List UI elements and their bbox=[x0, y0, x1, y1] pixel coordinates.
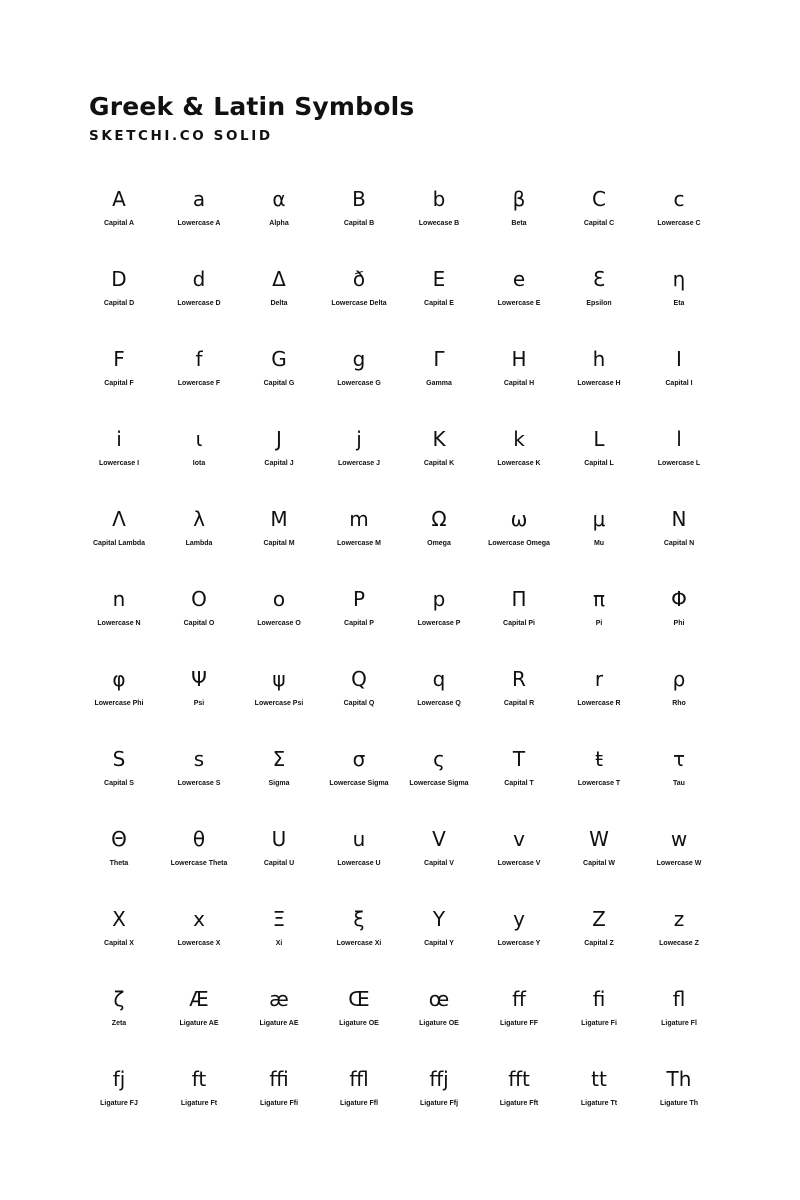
symbol-cell bbox=[319, 903, 399, 983]
symbol-glyph: fj bbox=[112, 1067, 126, 1091]
symbol-cell bbox=[159, 183, 239, 263]
symbol-label: Capital W bbox=[583, 860, 615, 867]
symbol-cell bbox=[159, 1063, 239, 1143]
symbol-glyph: ψ bbox=[272, 667, 286, 691]
symbol-glyph: β bbox=[512, 187, 526, 211]
symbol-cell bbox=[319, 823, 399, 903]
symbol-cell bbox=[79, 423, 159, 503]
symbol-label: Ligature OE bbox=[419, 1020, 459, 1027]
symbol-cell bbox=[559, 423, 639, 503]
symbol-label: Ligature Ffl bbox=[339, 1100, 379, 1107]
symbol-label: Lowercase Q bbox=[417, 700, 461, 707]
symbol-label: Lowercase Y bbox=[497, 940, 541, 947]
symbol-glyph: Σ bbox=[272, 747, 286, 771]
symbol-glyph: o bbox=[272, 587, 286, 611]
symbol-cell bbox=[319, 183, 399, 263]
symbol-glyph: i bbox=[116, 427, 122, 451]
symbol-glyph: U bbox=[271, 827, 287, 851]
symbol-cell bbox=[319, 503, 399, 583]
symbol-glyph: x bbox=[193, 907, 205, 931]
symbol-label: Lowercase P bbox=[417, 620, 461, 627]
symbol-label: Lowercase H bbox=[577, 380, 621, 387]
symbol-cell bbox=[239, 423, 319, 503]
symbol-label: Capital U bbox=[263, 860, 295, 867]
symbol-cell bbox=[319, 343, 399, 423]
symbol-cell bbox=[79, 823, 159, 903]
symbol-cell bbox=[239, 1063, 319, 1143]
symbol-cell bbox=[479, 423, 559, 503]
symbol-cell bbox=[159, 343, 239, 423]
symbol-glyph: y bbox=[513, 907, 525, 931]
symbol-label: Capital Lambda bbox=[92, 540, 146, 547]
symbol-cell bbox=[319, 1063, 399, 1143]
symbol-label: Capital N bbox=[663, 540, 695, 547]
symbol-glyph: ﬃ bbox=[269, 1067, 289, 1091]
symbol-glyph: b bbox=[432, 187, 446, 211]
symbol-glyph: ﬁ bbox=[592, 987, 606, 1011]
symbol-label: Ligature Ft bbox=[180, 1100, 218, 1107]
symbol-label: Lowercase Psi bbox=[254, 700, 304, 707]
symbol-label: Pi bbox=[595, 620, 603, 627]
symbol-glyph: a bbox=[192, 187, 206, 211]
symbol-label: Lowecase B bbox=[418, 220, 460, 227]
symbol-label: Lowercase S bbox=[177, 780, 221, 787]
symbol-glyph: ffj bbox=[429, 1067, 449, 1091]
symbol-label: Lowercase Delta bbox=[331, 300, 387, 307]
symbol-glyph: X bbox=[112, 907, 126, 931]
symbol-cell bbox=[559, 663, 639, 743]
symbol-glyph: d bbox=[192, 267, 206, 291]
symbol-glyph: M bbox=[270, 507, 288, 531]
symbol-glyph: Γ bbox=[433, 347, 445, 371]
symbol-cell bbox=[159, 903, 239, 983]
symbol-cell bbox=[159, 823, 239, 903]
symbol-label: Capital E bbox=[424, 300, 454, 307]
symbol-glyph: L bbox=[593, 427, 605, 451]
symbol-label: Lambda bbox=[185, 540, 213, 547]
symbol-label: Capital T bbox=[504, 780, 534, 787]
symbol-cell bbox=[159, 663, 239, 743]
symbol-label: Lowercase Phi bbox=[94, 700, 144, 707]
symbol-cell bbox=[399, 663, 479, 743]
symbol-label: Omega bbox=[427, 540, 451, 547]
symbol-glyph: μ bbox=[592, 507, 606, 531]
symbol-cell bbox=[79, 263, 159, 343]
symbol-label: Capital Pi bbox=[503, 620, 535, 627]
symbol-cell bbox=[239, 983, 319, 1063]
symbol-cell bbox=[639, 343, 719, 423]
symbol-cell bbox=[239, 823, 319, 903]
symbol-glyph: G bbox=[271, 347, 287, 371]
symbol-glyph: fft bbox=[508, 1067, 530, 1091]
symbol-cell bbox=[399, 263, 479, 343]
symbol-glyph: W bbox=[589, 827, 609, 851]
symbol-label: Lowercase R bbox=[577, 700, 621, 707]
symbol-label: Lowercase Omega bbox=[488, 540, 550, 547]
symbol-label: Capital O bbox=[183, 620, 215, 627]
symbol-cell bbox=[639, 663, 719, 743]
symbol-cell bbox=[159, 263, 239, 343]
symbol-cell bbox=[399, 583, 479, 663]
symbol-cell bbox=[479, 263, 559, 343]
symbol-label: Ligature Tt bbox=[580, 1100, 618, 1107]
symbol-label: Tau bbox=[673, 780, 685, 787]
symbol-glyph: Y bbox=[432, 907, 446, 931]
symbol-label: Ligature Fi bbox=[581, 1020, 617, 1027]
symbol-glyph: S bbox=[112, 747, 126, 771]
symbol-label: Psi bbox=[193, 700, 205, 707]
symbol-label: Beta bbox=[511, 220, 527, 227]
symbol-cell bbox=[399, 503, 479, 583]
symbol-cell bbox=[239, 663, 319, 743]
symbol-glyph: Δ bbox=[272, 267, 286, 291]
symbol-glyph: s bbox=[193, 747, 205, 771]
symbol-glyph: Z bbox=[592, 907, 606, 931]
symbol-glyph: λ bbox=[193, 507, 205, 531]
symbol-glyph: ζ bbox=[113, 987, 125, 1011]
symbol-glyph: Ɛ bbox=[592, 267, 606, 291]
symbol-label: Capital S bbox=[104, 780, 134, 787]
symbol-cell bbox=[559, 263, 639, 343]
symbol-cell bbox=[559, 583, 639, 663]
symbol-cell bbox=[639, 423, 719, 503]
symbol-cell bbox=[79, 1063, 159, 1143]
symbol-cell bbox=[79, 663, 159, 743]
symbol-glyph: Π bbox=[511, 587, 527, 611]
symbol-cell bbox=[239, 343, 319, 423]
symbol-glyph: ς bbox=[433, 747, 445, 771]
symbol-cell bbox=[479, 503, 559, 583]
symbol-label: Lowercase J bbox=[337, 460, 381, 467]
symbol-cell bbox=[639, 583, 719, 663]
page-subtitle: SKETCHI.CO SOLID bbox=[89, 128, 273, 144]
symbol-glyph: J bbox=[276, 427, 282, 451]
symbol-glyph: ξ bbox=[353, 907, 365, 931]
symbol-cell bbox=[479, 663, 559, 743]
symbol-glyph: η bbox=[672, 267, 686, 291]
symbol-glyph: E bbox=[432, 267, 446, 291]
symbol-cell bbox=[479, 983, 559, 1063]
symbol-label: Lowercase X bbox=[177, 940, 221, 947]
symbol-label: Capital M bbox=[263, 540, 295, 547]
symbol-glyph: p bbox=[432, 587, 446, 611]
symbol-glyph: Ω bbox=[431, 507, 447, 531]
symbol-glyph: r bbox=[594, 667, 604, 691]
symbol-label: Lowercase E bbox=[497, 300, 541, 307]
symbol-glyph: q bbox=[432, 667, 446, 691]
symbol-glyph: g bbox=[352, 347, 366, 371]
symbol-label: Capital X bbox=[104, 940, 134, 947]
symbol-glyph: R bbox=[512, 667, 526, 691]
symbol-label: Lowercase I bbox=[98, 460, 140, 467]
symbol-label: Eta bbox=[673, 300, 685, 307]
symbol-cell bbox=[479, 183, 559, 263]
symbol-cell bbox=[559, 983, 639, 1063]
symbol-glyph: α bbox=[272, 187, 286, 211]
symbol-cell bbox=[319, 743, 399, 823]
symbol-cell bbox=[399, 823, 479, 903]
symbol-label: Capital J bbox=[264, 460, 294, 467]
symbol-cell bbox=[319, 423, 399, 503]
symbol-glyph: n bbox=[112, 587, 126, 611]
symbol-glyph: Æ bbox=[189, 987, 209, 1011]
symbol-label: Lowercase L bbox=[657, 460, 701, 467]
symbol-label: Capital H bbox=[503, 380, 535, 387]
symbol-cell bbox=[79, 743, 159, 823]
symbol-label: Lowercase A bbox=[177, 220, 221, 227]
symbol-label: Zeta bbox=[111, 1020, 127, 1027]
symbol-glyph: ð bbox=[352, 267, 366, 291]
symbol-cell bbox=[239, 743, 319, 823]
symbol-glyph: ι bbox=[195, 427, 203, 451]
symbol-cell bbox=[159, 743, 239, 823]
symbol-label: Capital Y bbox=[424, 940, 454, 947]
symbol-cell bbox=[639, 983, 719, 1063]
symbol-label: Capital Q bbox=[343, 700, 375, 707]
symbol-glyph: l bbox=[676, 427, 682, 451]
symbol-cell bbox=[399, 743, 479, 823]
symbol-label: Lowercase K bbox=[497, 460, 541, 467]
symbol-label: Lowercase W bbox=[656, 860, 702, 867]
symbol-cell bbox=[159, 583, 239, 663]
symbol-glyph: ρ bbox=[672, 667, 686, 691]
symbol-label: Capital B bbox=[343, 220, 375, 227]
symbol-cell bbox=[79, 903, 159, 983]
symbol-cell bbox=[639, 823, 719, 903]
symbol-glyph: ﬀ bbox=[512, 987, 526, 1011]
symbol-glyph: D bbox=[111, 267, 127, 291]
symbol-cell bbox=[479, 343, 559, 423]
symbol-cell bbox=[479, 743, 559, 823]
symbol-cell bbox=[399, 423, 479, 503]
symbol-cell bbox=[239, 503, 319, 583]
symbol-label: Capital G bbox=[263, 380, 295, 387]
symbol-cell bbox=[559, 503, 639, 583]
symbol-label: Lowercase D bbox=[177, 300, 221, 307]
symbol-label: Capital K bbox=[423, 460, 455, 467]
symbol-cell bbox=[239, 583, 319, 663]
symbol-label: Rho bbox=[672, 700, 686, 707]
symbol-glyph: f bbox=[195, 347, 203, 371]
symbol-glyph: ω bbox=[510, 507, 528, 531]
symbol-cell bbox=[79, 503, 159, 583]
symbol-cell bbox=[79, 183, 159, 263]
symbol-label: Delta bbox=[270, 300, 288, 307]
symbol-cell bbox=[399, 343, 479, 423]
symbol-cell bbox=[559, 183, 639, 263]
symbol-cell bbox=[159, 983, 239, 1063]
symbol-label: Xi bbox=[275, 940, 283, 947]
symbol-glyph: Φ bbox=[671, 587, 687, 611]
symbol-label: Capital F bbox=[104, 380, 134, 387]
symbol-label: Capital D bbox=[103, 300, 135, 307]
page-title: Greek & Latin Symbols bbox=[89, 92, 415, 121]
symbol-cell bbox=[639, 903, 719, 983]
symbol-label: Capital A bbox=[103, 220, 135, 227]
symbol-glyph: z bbox=[673, 907, 685, 931]
symbol-glyph: H bbox=[511, 347, 527, 371]
symbol-glyph: P bbox=[352, 587, 366, 611]
symbol-label: Lowecase Z bbox=[659, 940, 699, 947]
symbol-label: Sigma bbox=[268, 780, 290, 787]
symbol-glyph: ﬄ bbox=[349, 1067, 369, 1091]
symbol-glyph: N bbox=[671, 507, 687, 531]
symbol-label: Lowercase Theta bbox=[170, 860, 228, 867]
symbol-label: Phi bbox=[673, 620, 685, 627]
symbol-label: Lowercase Sigma bbox=[329, 780, 389, 787]
symbol-glyph: φ bbox=[112, 667, 126, 691]
symbol-label: Ligature Ffj bbox=[419, 1100, 459, 1107]
symbol-label: Lowercase N bbox=[97, 620, 141, 627]
symbol-label: Lowercase Sigma bbox=[409, 780, 469, 787]
symbol-cell bbox=[319, 983, 399, 1063]
symbol-label: Lowercase O bbox=[257, 620, 301, 627]
symbol-glyph: Th bbox=[666, 1067, 692, 1091]
symbol-glyph: ŧ bbox=[595, 747, 603, 771]
symbol-cell bbox=[159, 423, 239, 503]
symbol-cell bbox=[159, 503, 239, 583]
symbol-label: Lowercase F bbox=[177, 380, 221, 387]
symbol-glyph: Λ bbox=[112, 507, 126, 531]
symbol-cell bbox=[559, 343, 639, 423]
symbol-label: Ligature AE bbox=[179, 1020, 219, 1027]
symbol-label: Gamma bbox=[426, 380, 452, 387]
symbol-label: Ligature OE bbox=[339, 1020, 379, 1027]
symbol-glyph: œ bbox=[428, 987, 450, 1011]
symbol-label: Epsilon bbox=[586, 300, 612, 307]
symbol-glyph: ﬂ bbox=[672, 987, 686, 1011]
symbol-cell bbox=[559, 903, 639, 983]
symbol-glyph: σ bbox=[352, 747, 366, 771]
symbol-cell bbox=[79, 583, 159, 663]
symbol-glyph: c bbox=[673, 187, 685, 211]
symbol-cell bbox=[319, 583, 399, 663]
symbol-cell bbox=[559, 743, 639, 823]
symbol-cell bbox=[479, 583, 559, 663]
symbol-glyph: T bbox=[512, 747, 526, 771]
symbol-glyph: θ bbox=[192, 827, 206, 851]
symbol-glyph: Œ bbox=[348, 987, 370, 1011]
symbol-label: Lowercase C bbox=[657, 220, 701, 227]
symbol-cell bbox=[479, 903, 559, 983]
symbol-label: Lowercase U bbox=[337, 860, 381, 867]
symbol-grid bbox=[79, 183, 719, 1143]
symbol-cell bbox=[319, 263, 399, 343]
symbol-glyph: m bbox=[349, 507, 369, 531]
symbol-label: Ligature Fl bbox=[661, 1020, 697, 1027]
symbol-label: Ligature AE bbox=[259, 1020, 299, 1027]
symbol-label: Capital Z bbox=[584, 940, 614, 947]
symbol-glyph: æ bbox=[269, 987, 289, 1011]
symbol-cell bbox=[639, 503, 719, 583]
symbol-glyph: K bbox=[432, 427, 446, 451]
symbol-cell bbox=[639, 263, 719, 343]
symbol-label: Capital R bbox=[503, 700, 535, 707]
symbol-glyph: O bbox=[191, 587, 207, 611]
symbol-glyph: I bbox=[676, 347, 682, 371]
symbol-label: Lowercase G bbox=[337, 380, 381, 387]
symbol-cell bbox=[239, 183, 319, 263]
symbol-glyph: V bbox=[432, 827, 446, 851]
symbol-label: Theta bbox=[109, 860, 129, 867]
symbol-cell bbox=[399, 983, 479, 1063]
symbol-cell bbox=[319, 663, 399, 743]
symbol-glyph: u bbox=[352, 827, 366, 851]
symbol-glyph: π bbox=[592, 587, 606, 611]
symbol-cell bbox=[79, 983, 159, 1063]
symbol-label: Lowercase V bbox=[497, 860, 541, 867]
symbol-glyph: Q bbox=[351, 667, 367, 691]
symbol-glyph: h bbox=[592, 347, 606, 371]
symbol-label: Ligature Th bbox=[659, 1100, 699, 1107]
symbol-label: Mu bbox=[593, 540, 605, 547]
symbol-label: Capital C bbox=[583, 220, 615, 227]
symbol-cell bbox=[639, 743, 719, 823]
symbol-cell bbox=[399, 1063, 479, 1143]
symbol-glyph: e bbox=[512, 267, 526, 291]
symbol-glyph: j bbox=[356, 427, 362, 451]
symbol-cell bbox=[559, 823, 639, 903]
symbol-label: Capital P bbox=[344, 620, 374, 627]
symbol-glyph: tt bbox=[591, 1067, 607, 1091]
symbol-cell bbox=[79, 343, 159, 423]
symbol-cell bbox=[559, 1063, 639, 1143]
symbol-glyph: F bbox=[113, 347, 125, 371]
symbol-glyph: τ bbox=[672, 747, 686, 771]
symbol-label: Capital L bbox=[584, 460, 614, 467]
symbol-label: Lowercase T bbox=[577, 780, 621, 787]
symbol-cell bbox=[639, 183, 719, 263]
symbol-label: Lowercase M bbox=[337, 540, 381, 547]
symbol-glyph: k bbox=[513, 427, 525, 451]
symbol-cell bbox=[639, 1063, 719, 1143]
symbol-cell bbox=[399, 903, 479, 983]
symbol-glyph: Θ bbox=[111, 827, 127, 851]
symbol-label: Ligature Ffi bbox=[259, 1100, 299, 1107]
symbol-label: Ligature FJ bbox=[100, 1100, 138, 1107]
symbol-label: Iota bbox=[192, 460, 206, 467]
symbol-cell bbox=[239, 263, 319, 343]
symbol-cell bbox=[399, 183, 479, 263]
symbol-label: Lowercase Xi bbox=[336, 940, 382, 947]
symbol-glyph: v bbox=[513, 827, 525, 851]
symbol-label: Ligature Fft bbox=[499, 1100, 539, 1107]
symbol-glyph: A bbox=[112, 187, 126, 211]
symbol-cell bbox=[479, 1063, 559, 1143]
symbol-label: Capital I bbox=[665, 380, 693, 387]
symbol-glyph: C bbox=[592, 187, 606, 211]
symbol-cell bbox=[239, 903, 319, 983]
symbol-glyph: Ξ bbox=[272, 907, 286, 931]
symbol-glyph: w bbox=[670, 827, 688, 851]
symbol-label: Ligature FF bbox=[499, 1020, 539, 1027]
symbol-glyph: ft bbox=[191, 1067, 207, 1091]
symbol-glyph: Ψ bbox=[191, 667, 207, 691]
symbol-label: Capital V bbox=[424, 860, 454, 867]
symbol-cell bbox=[479, 823, 559, 903]
symbol-label: Alpha bbox=[269, 220, 289, 227]
symbol-glyph: B bbox=[352, 187, 366, 211]
